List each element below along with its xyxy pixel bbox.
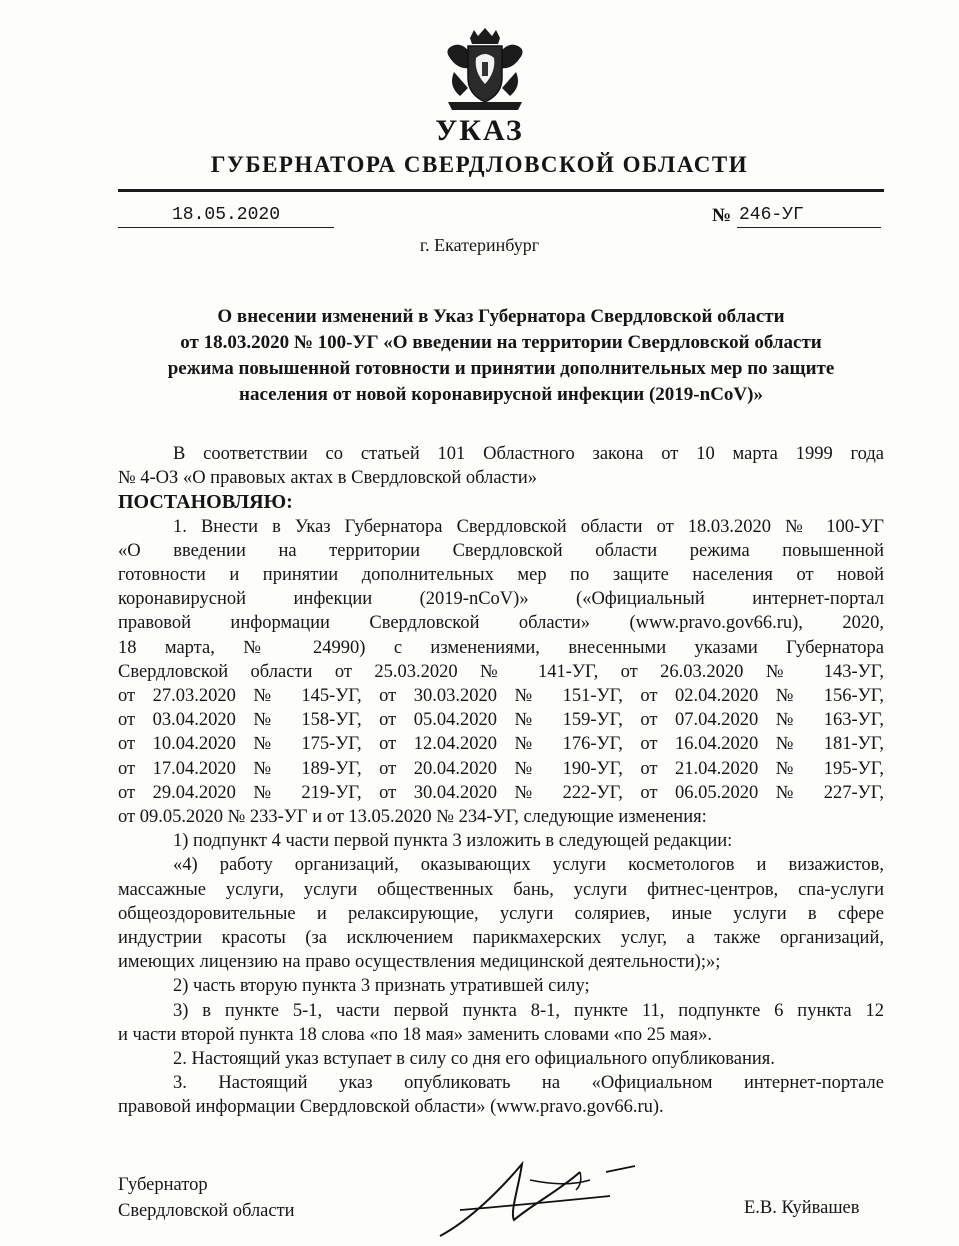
decree-date: 18.05.2020	[118, 205, 334, 228]
item1-line: коронавирусной инфекции (2019-nCoV)» («Официальный интернет-портал	[118, 589, 884, 610]
decree-body	[118, 442, 884, 1120]
item1-line: Свердловской области от 25.03.2020 № 141-УГ, от 26.03.2020 № 143-УГ,	[118, 661, 884, 682]
signatory-name: Е.В. Куйвашев	[744, 1198, 860, 1218]
title-line: от 18.03.2020 № 100-УГ «О введении на территории Свердловской области	[180, 332, 822, 353]
sub1-line: общеоздоровительные и релаксирующие, услуги соляриев, иные услуги в сфере	[118, 903, 884, 924]
item1-line: 18 марта, № 24990) с изменениями, внесенными указами Губернатора	[118, 637, 884, 658]
sub3-line: 3) в пункте 5-1, части первой пункта 8-1, пункте 11, подпункте 6 пункта 12	[173, 1000, 884, 1021]
position-line: Свердловской области	[118, 1201, 295, 1221]
signatory-position	[118, 1172, 295, 1224]
sub3-line: и части второй пункта 18 слова «по 18 мая» заменить словами «по 25 мая».	[118, 1024, 713, 1045]
item1-line: от 03.04.2020 № 158-УГ, от 05.04.2020 № 159-УГ, от 07.04.2020 № 163-УГ,	[118, 710, 884, 731]
item1-line: от 10.04.2020 № 175-УГ, от 12.04.2020 № 176-УГ, от 16.04.2020 № 181-УГ,	[118, 734, 884, 755]
coat-of-arms-icon	[440, 28, 530, 112]
sub1-line: имеющих лицензию на право осуществления медицинской деятельности);»;	[118, 952, 721, 973]
title-line: О внесении изменений в Указ Губернатора Свердловской области	[217, 306, 785, 327]
title-line: населения от новой коронавирусной инфекции (2019-nCoV)»	[239, 384, 763, 405]
decree-word: ПОСТАНОВЛЯЮ:	[118, 491, 293, 514]
item1-line: от 29.04.2020 № 219-УГ, от 30.04.2020 № 222-УГ, от 06.05.2020 № 227-УГ,	[118, 782, 884, 803]
sub1-line: индустрии красоты (за исключением парикмахерских услуг, а также организаций,	[118, 928, 884, 949]
item2-line: 2. Настоящий указ вступает в силу со дня его официального опубликования.	[173, 1049, 775, 1070]
sub1-line: «4) работу организаций, оказывающих услуги косметологов и визажистов,	[173, 855, 884, 876]
item1-line: 1. Внести в Указ Губернатора Свердловской области от 18.03.2020 № 100-УГ	[173, 516, 884, 537]
document-type: УКАЗ	[435, 114, 524, 147]
item1-line: от 27.03.2020 № 145-УГ, от 30.03.2020 № 151-УГ, от 02.04.2020 № 156-УГ,	[118, 686, 884, 707]
position-line: Губернатор	[118, 1175, 208, 1195]
handwritten-signature	[430, 1150, 660, 1242]
preamble-line: № 4-ОЗ «О правовых актах в Свердловской области»	[118, 468, 537, 489]
item1-line: правовой информации Свердловской области» (www.pravo.gov66.ru), 2020,	[118, 613, 884, 634]
title-line: режима повышенной готовности и принятии дополнительных мер по защите	[167, 358, 835, 379]
sub2-line: 2) часть вторую пункта 3 признать утратившей силу;	[173, 976, 590, 997]
item3-line: 3. Настоящий указ опубликовать на «Официальном интернет-портале	[173, 1073, 884, 1094]
number-label: №	[712, 205, 732, 226]
item1-line: от 17.04.2020 № 189-УГ, от 20.04.2020 № 190-УГ, от 21.04.2020 № 195-УГ,	[118, 758, 884, 779]
decree-number: 246-УГ	[737, 205, 881, 228]
city: г. Екатеринбург	[419, 235, 540, 255]
preamble-line: В соответствии со статьей 101 Областного закона от 10 марта 1999 года	[173, 444, 884, 464]
decree-title	[118, 304, 884, 408]
item3-line: правовой информации Свердловской области» (www.pravo.gov66.ru).	[118, 1097, 664, 1118]
header-rule	[118, 189, 884, 192]
item1-line: от 09.05.2020 № 233-УГ и от 13.05.2020 № 234-УГ, следующие изменения:	[118, 807, 707, 828]
sub1-line: массажные услуги, услуги общественных бань, услуги фитнес-центров, спа-услуги	[118, 879, 884, 900]
item1-line: «О введении на территории Свердловской области режима повышенной	[118, 540, 884, 561]
item1-line: готовности и принятии дополнительных мер по защите населения от новой	[118, 565, 884, 586]
issuer-title: ГУБЕРНАТОРА СВЕРДЛОВСКОЙ ОБЛАСТИ	[210, 152, 749, 177]
sub1-line: 1) подпункт 4 части первой пункта 3 изложить в следующей редакции:	[173, 831, 733, 852]
